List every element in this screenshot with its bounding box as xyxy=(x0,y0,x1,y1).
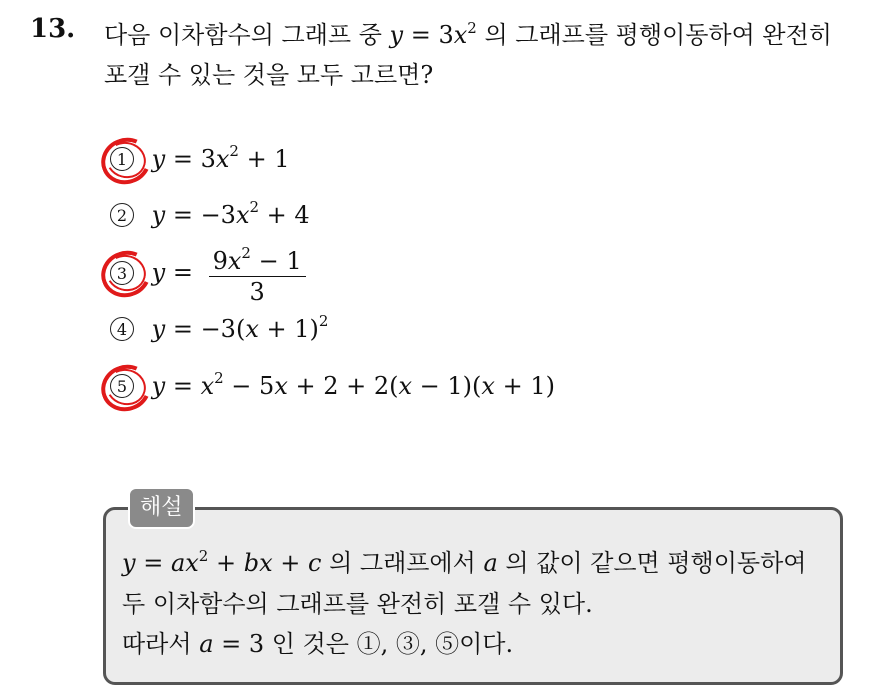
fraction-numerator: $9x^2 - 1$ xyxy=(209,238,306,277)
choice-5[interactable] xyxy=(110,369,555,409)
question-text-line1: 다음 이차함수의 그래프 중 $y = 3x^2$ 의 그래프를 평행이동하여 완전히 xyxy=(104,19,832,49)
choice-4-equation: $y = -3(x + 1)^2$ xyxy=(151,312,329,343)
choice-mark-1: 1 xyxy=(110,147,134,171)
choice-mark-5: 5 xyxy=(110,374,134,398)
choice-2-equation: $y = -3x^2 + 4$ xyxy=(151,198,310,229)
choice-mark-4: 4 xyxy=(110,317,134,341)
choice-3-equation: y = xyxy=(151,258,193,287)
solution-tag: 해설 xyxy=(128,487,195,529)
choice-4[interactable] xyxy=(110,312,328,352)
choice-5-equation: $y = x^2 - 5x + 2 + 2(x - 1)(x + 1)$ xyxy=(151,369,555,400)
question-text-line2: 포갤 수 있는 것을 모두 고르면? xyxy=(104,61,434,89)
solution-line2: 두 이차함수의 그래프를 완전히 포갤 수 있다. xyxy=(122,590,593,618)
choice-mark-3: 3 xyxy=(110,261,134,285)
solution-line1: $y = ax^2$ + bx + c 의 그래프에서 a 의 값이 같으면 평행이동하여 xyxy=(122,547,807,577)
choice-3-fraction xyxy=(209,238,306,307)
choice-1-equation: $y = 3x^2 + 1$ xyxy=(151,142,290,173)
choice-2[interactable] xyxy=(110,198,310,238)
question-number: 13. xyxy=(30,14,76,44)
fraction-denominator: 3 xyxy=(249,278,265,306)
solution-line3: 따라서 a = 3 인 것은 ①, ③, ⑤이다. xyxy=(122,630,514,658)
choice-mark-2: 2 xyxy=(110,203,134,227)
